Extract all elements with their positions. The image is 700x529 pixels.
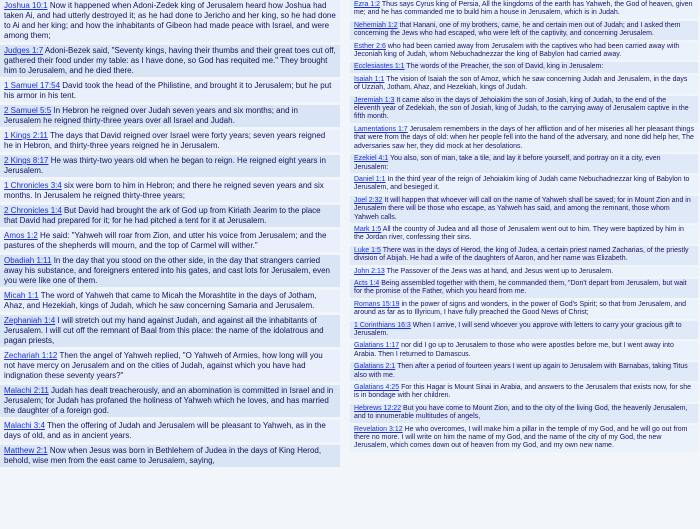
- verse-entry: [0, 230, 340, 252]
- verse-text: In the day that you stood on the other side, in the day that strangers carried away his substance, and foreigners entered into his gates, and cast lots for Jerusalem, even you were like one of them.: [4, 256, 330, 285]
- verse-entry: [0, 255, 340, 287]
- verse-text: He who overcomes, I will make him a pillar in the temple of my God, and he will go out from there no more. I will write on him the name of my God, and the name of the city of my God, the new Jerusalem, which comes down out of heaven from my God, and my own new name.: [354, 425, 688, 450]
- verse-entry: [350, 62, 698, 72]
- verse-text: who had been carried away from Jerusalem with the captives who had been carried away with Jeconiah king of Judah, whom Nebuchadnezzar the king of Babylon had carried away.: [354, 42, 680, 59]
- verse-reference-link[interactable]: Isaiah 1:1: [354, 75, 385, 83]
- verse-entry: [0, 0, 340, 42]
- verse-text: In Hebron he reigned over Judah seven years and six months; and in Jerusalem he reigned thirty-three years over all Israel and Judah.: [4, 106, 298, 125]
- verse-reference-link[interactable]: Matthew 2:1: [4, 446, 48, 455]
- verse-entry: [350, 196, 698, 223]
- verse-text: But David had brought the ark of God up from Kiriath Jearim to the place that David had prepared for it; for he had pitched a tent for it at Jerusalem.: [4, 206, 321, 225]
- verse-entry: [350, 246, 698, 265]
- verse-text: He was thirty-two years old when he began to reign. He reigned eight years in Jerusalem.: [4, 156, 326, 175]
- verse-text: He said: "Yahweh will roar from Zion, and utter his voice from Jerusalem; and the pastures of the shepherds will mourn, and the top of Carmel will wither.": [4, 231, 327, 250]
- verse-entry: [350, 225, 698, 244]
- verse-entry: [350, 42, 698, 61]
- verse-text: When I arrive, I will send whoever you approve with letters to carry your gracious gift to Jerusalem.: [354, 321, 682, 337]
- verse-reference-link[interactable]: Malachi 2:11: [4, 386, 49, 395]
- verse-reference-link[interactable]: 1 Kings 2:11: [4, 131, 48, 140]
- verse-entry: [0, 130, 340, 152]
- verse-entry: [350, 125, 698, 152]
- verse-reference-link[interactable]: Amos 1:2: [4, 231, 38, 240]
- verse-entry: [350, 279, 698, 298]
- verse-reference-link[interactable]: Nehemiah 1:2: [354, 21, 398, 29]
- verse-entry: [350, 21, 698, 40]
- verse-reference-link[interactable]: Judges 1:7: [4, 46, 44, 55]
- verse-text: The Passover of the Jews was at hand, and Jesus went up to Jerusalem.: [386, 267, 614, 275]
- verse-reference-link[interactable]: Mark 1:5: [354, 225, 382, 233]
- verse-entry: [0, 180, 340, 202]
- verse-entry: [0, 420, 340, 442]
- verse-reference-link[interactable]: Joel 2:32: [354, 196, 383, 204]
- verse-reference-link[interactable]: 2 Chronicles 1:4: [4, 206, 62, 215]
- verse-text: The word of Yahweh that came to Micah the Morashtite in the days of Jotham, Ahaz, and Hezekiah, kings of Judah, which he saw concerning Samaria and Jerusalem.: [4, 291, 317, 310]
- verse-entry: [350, 267, 698, 277]
- verse-entry: [350, 75, 698, 94]
- verse-entry: [350, 341, 698, 360]
- verse-reference-link[interactable]: Malachi 3:4: [4, 421, 45, 430]
- verse-text: It will happen that whoever will call on the name of Yahweh shall be saved; for in Mount Zion and in Jerusalem there will be those who escape, as Yahweh has said, and among the remnant, those whom Yahweh calls.: [354, 196, 691, 221]
- verse-text: For this Hagar is Mount Sinai in Arabia, and answers to the Jerusalem that exists now, for she is in bondage with her children.: [354, 384, 691, 400]
- verse-reference-link[interactable]: Acts 1:4: [354, 279, 380, 287]
- verse-reference-link[interactable]: Zechariah 1:12: [4, 351, 58, 360]
- verse-entry: [350, 383, 698, 402]
- right-verse-column: [350, 0, 698, 454]
- verse-text: You also, son of man, take a tile, and lay it before yourself, and portray on it a city, even Jerusalem:: [354, 155, 661, 171]
- verse-reference-link[interactable]: 1 Samuel 17:54: [4, 81, 61, 90]
- verse-text: The vision of Isaiah the son of Amoz, which he saw concerning Judah and Jerusalem, in the days of Uzziah, Jotham, Ahaz, and Hezekiah, kings of Judah.: [354, 75, 688, 92]
- verse-reference-link[interactable]: Galatians 1:17: [354, 342, 400, 350]
- verse-reference-link[interactable]: Luke 1:5: [354, 246, 381, 254]
- verse-reference-link[interactable]: John 2:13: [354, 267, 385, 275]
- verse-reference-link[interactable]: 1 Chronicles 3:4: [4, 181, 62, 190]
- verse-entry: [0, 385, 340, 417]
- verse-reference-link[interactable]: Esther 2:6: [354, 42, 386, 50]
- verse-reference-link[interactable]: Ezekiel 4:1: [354, 155, 389, 163]
- verse-reference-link[interactable]: Hebrews 12:22: [354, 404, 402, 412]
- verse-entry: [350, 404, 698, 423]
- verse-text: Being assembled together with them, he commanded them, "Don't depart from Jerusalem, but wait for the promise of the Father, which you heard from me.: [354, 279, 687, 296]
- verse-entry: [0, 205, 340, 227]
- verse-entry: [0, 445, 340, 467]
- verse-reference-link[interactable]: 2 Kings 8:17: [4, 156, 49, 165]
- verse-text: There was in the days of Herod, the king of Judea, a certain priest named Zacharias, of the priestly division of Abijah. He had a wife of the daughters of Aaron, and her name was Elizabeth.: [354, 246, 689, 263]
- verse-entry: [0, 80, 340, 102]
- verse-reference-link[interactable]: Micah 1:1: [4, 291, 39, 300]
- verse-entry: [350, 175, 698, 194]
- verse-text: Thus says Cyrus king of Persia, All the kingdoms of the earth has Yahweh, the God of heaven, given me; and he has commanded me to build him a house in Jerusalem, which is in Judah.: [354, 1, 693, 17]
- verse-text: in the power of signs and wonders, in the power of God's Spirit; so that from Jerusalem, and around as far as to Illyricum, I have fully preached the Good News of Christ;: [354, 300, 687, 317]
- verse-reference-link[interactable]: Joshua 10:1: [4, 1, 48, 10]
- verse-reference-link[interactable]: Ecclesiastes 1:1: [354, 63, 405, 71]
- verse-entry: [350, 0, 698, 19]
- verse-text: that Hanani, one of my brothers, came, he and certain men out of Judah; and I asked them concerning the Jews who had escaped, who were left of the captivity, and concerning Jerusalem.: [354, 21, 681, 38]
- verse-reference-link[interactable]: Romans 15:19: [354, 300, 400, 308]
- verse-reference-link[interactable]: Lamentations 1:7: [354, 125, 408, 133]
- verse-entry: [350, 300, 698, 319]
- verse-reference-link[interactable]: Zephaniah 1:4: [4, 316, 56, 325]
- verse-entry: [350, 362, 698, 381]
- verse-text: Adoni-Bezek said, "Seventy kings, having their thumbs and their great toes cut off, gathered their food under my table: as I have done, so God has requited me." They brought him to Jerusalem, and he died there.: [4, 46, 336, 75]
- verse-text: Then after a period of fourteen years I went up again to Jerusalem with Barnabas, taking Titus also with me.: [354, 363, 688, 379]
- verse-entry: [350, 96, 698, 123]
- verse-text: Judah has dealt treacherously, and an abomination is committed in Israel and in Jerusalem; for Judah has profaned the holiness of Yahweh which he loves, and has married the daughter of a foreign god.: [4, 386, 334, 415]
- verse-reference-link[interactable]: Daniel 1:1: [354, 175, 386, 183]
- verse-text: Jerusalem remembers in the days of her affliction and of her miseries all her pleasant things that were from the days of old: when her people fell into the hand of the adversary, and none did help her, The adversaries saw her, they did mock at her desolations.: [354, 125, 694, 150]
- verse-entry: [0, 155, 340, 177]
- verse-entry: [0, 350, 340, 382]
- verse-text: The words of the Preacher, the son of David, king in Jerusalem:: [406, 63, 604, 71]
- verse-entry: [0, 315, 340, 347]
- verse-reference-link[interactable]: Jeremiah 1:3: [354, 96, 395, 104]
- verse-reference-link[interactable]: Ezra 1:2: [354, 1, 381, 8]
- verse-entry: [350, 425, 698, 452]
- verse-reference-link[interactable]: Obadiah 1:11: [4, 256, 52, 265]
- left-verse-column: [0, 0, 340, 470]
- verse-reference-link[interactable]: Galatians 4:25: [354, 384, 400, 392]
- verse-text: Now it happened when Adoni-Zedek king of Jerusalem heard how Joshua had taken Ai, and had utterly destroyed it; as he had done to Jericho and her king, so he had done to Ai and her king; and how the inhabitants of Gibeon had made peace with Israel, and were among them;: [4, 1, 336, 40]
- verse-entry: [0, 45, 340, 77]
- verse-reference-link[interactable]: Revelation 3:12: [354, 425, 403, 433]
- verse-reference-link[interactable]: 1 Corinthians 16:3: [354, 321, 411, 329]
- verse-text: All the country of Judea and all those of Jerusalem went out to him. They were baptized by him in the Jordan river, confessing their sins.: [354, 225, 684, 242]
- verse-text: It came also in the days of Jehoiakim the son of Josiah, king of Judah, to the end of the eleventh year of Zedekiah, the son of Josiah, king of Judah, to the carrying away of Jerusalem captive in the fifth month.: [354, 96, 689, 121]
- verse-text: In the third year of the reign of Jehoiakim king of Judah came Nebuchadnezzar king of Babylon to Jerusalem, and besieged it.: [354, 175, 690, 192]
- verse-reference-link[interactable]: 2 Samuel 5:5: [4, 106, 52, 115]
- verse-text: six were born to him in Hebron; and there he reigned seven years and six months. In Jerusalem he reigned thirty-three years;: [4, 181, 324, 200]
- verse-text: Then the offering of Judah and Jerusalem will be pleasant to Yahweh, as in the days of old, and as in ancient years.: [4, 421, 326, 440]
- verse-text: Now when Jesus was born in Bethlehem of Judea in the days of King Herod, behold, wise men from the east came to Jerusalem, saying,: [4, 446, 322, 465]
- verse-reference-link[interactable]: Galatians 2:1: [354, 363, 396, 371]
- verse-text: I will stretch out my hand against Judah, and against all the inhabitants of Jerusalem. I will cut off the remnant of Baal from this place: the name of the idolatrous and pagan priests,: [4, 316, 324, 345]
- verse-entry: [350, 154, 698, 173]
- verse-entry: [0, 290, 340, 312]
- verse-text: David took the head of the Philistine, and brought it to Jerusalem; but he put his armor in his tent.: [4, 81, 332, 100]
- verse-entry: [0, 105, 340, 127]
- verse-text: The days that David reigned over Israel were forty years; seven years reigned he in Hebron, and thirty-three years reigned he in Jerusalem.: [4, 131, 326, 150]
- verse-text: But you have come to Mount Zion, and to the city of the living God, the heavenly Jerusalem, and to innumerable multitudes of angels,: [354, 404, 688, 421]
- verse-text: Then the angel of Yahweh replied, "O Yahweh of Armies, how long will you not have mercy on Jerusalem and on the cities of Judah, against which you have had indignation these seventy years?": [4, 351, 323, 380]
- verse-entry: [350, 321, 698, 340]
- verse-text: nor did I go up to Jerusalem to those who were apostles before me, but I went away into Arabia. Then I returned to Damascus.: [354, 342, 674, 358]
